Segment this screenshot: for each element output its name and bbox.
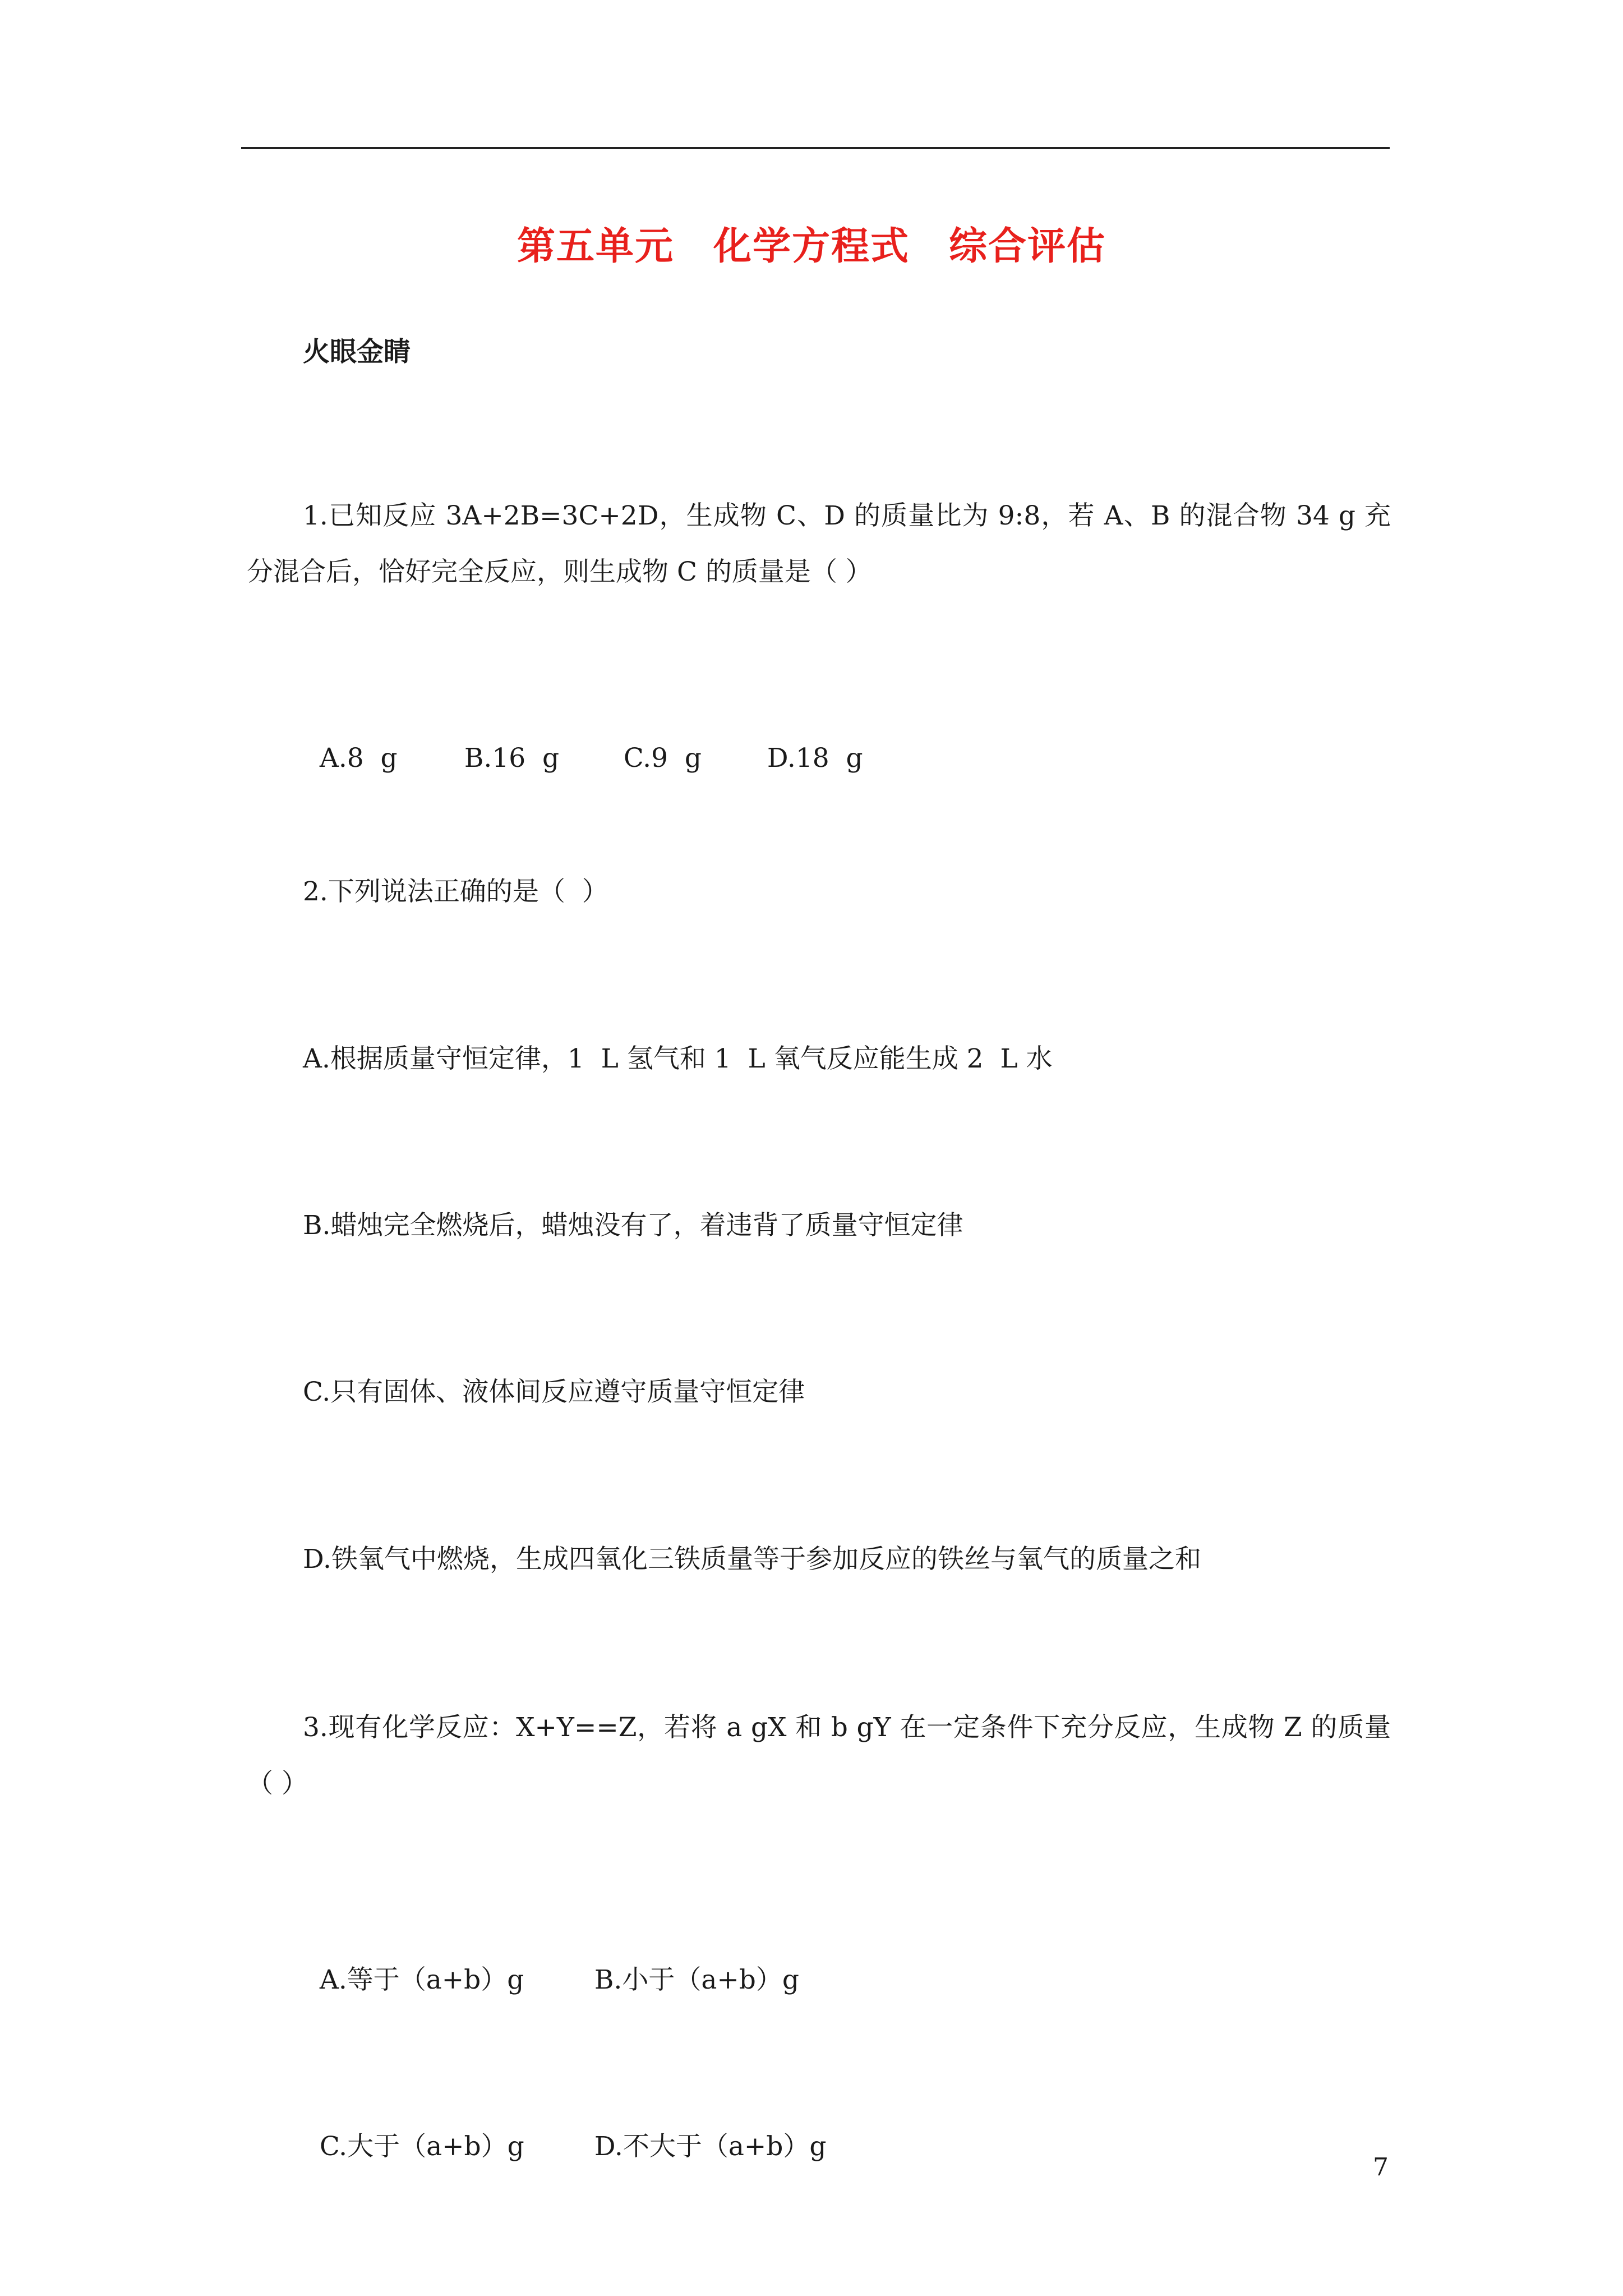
section-heading: 火眼金睛 xyxy=(303,336,411,367)
q1-option-b: B.16 g xyxy=(464,743,560,774)
q1-option-c: C.9 g xyxy=(623,743,702,774)
page-title: 第五单元 化学方程式 综合评估 xyxy=(517,224,1106,269)
question-2: 2.下列说法正确的是（ ） xyxy=(303,876,608,907)
header-rule xyxy=(241,147,1390,149)
page-number: 7 xyxy=(1373,2153,1389,2182)
q3-option-d: D.不大于（a+b）g xyxy=(594,2131,827,2162)
q2-option-a: A.根据质量守恒定律，1 L 氢气和 1 L 氧气反应能生成 2 L 水 xyxy=(303,1043,1053,1074)
question-1-options xyxy=(303,708,863,775)
q2-option-b: B.蜡烛完全燃烧后，蜡烛没有了，着违背了质量守恒定律 xyxy=(303,1210,963,1241)
question-1: 1.已知反应 3A+2B=3C+2D，生成物 C、D 的质量比为 9:8，若 A、B 的混合物 34 g 充分混合后，恰好完全反应，则生成物 C 的质量是（ ） xyxy=(247,500,1391,587)
q2-option-c: C.只有固体、液体间反应遵守质量守恒定律 xyxy=(303,1377,805,1407)
q3-option-b: B.小于（a+b）g xyxy=(594,1964,799,1995)
question-3-options-row-1 xyxy=(303,1930,799,1997)
q1-option-a: A.8 g xyxy=(319,743,398,774)
question-3: 3.现有化学反应：X+Y==Z，若将 a gX 和 b gY 在一定条件下充分反应，生成物 Z 的质量（ ） xyxy=(247,1712,1391,1799)
question-3-options-row-2 xyxy=(303,2096,826,2164)
q3-option-a: A.等于（a+b）g xyxy=(319,1964,524,1995)
q1-option-d: D.18 g xyxy=(767,743,863,774)
q3-option-c: C.大于（a+b）g xyxy=(319,2131,524,2162)
q2-option-d: D.铁氧气中燃烧，生成四氧化三铁质量等于参加反应的铁丝与氧气的质量之和 xyxy=(303,1544,1201,1575)
